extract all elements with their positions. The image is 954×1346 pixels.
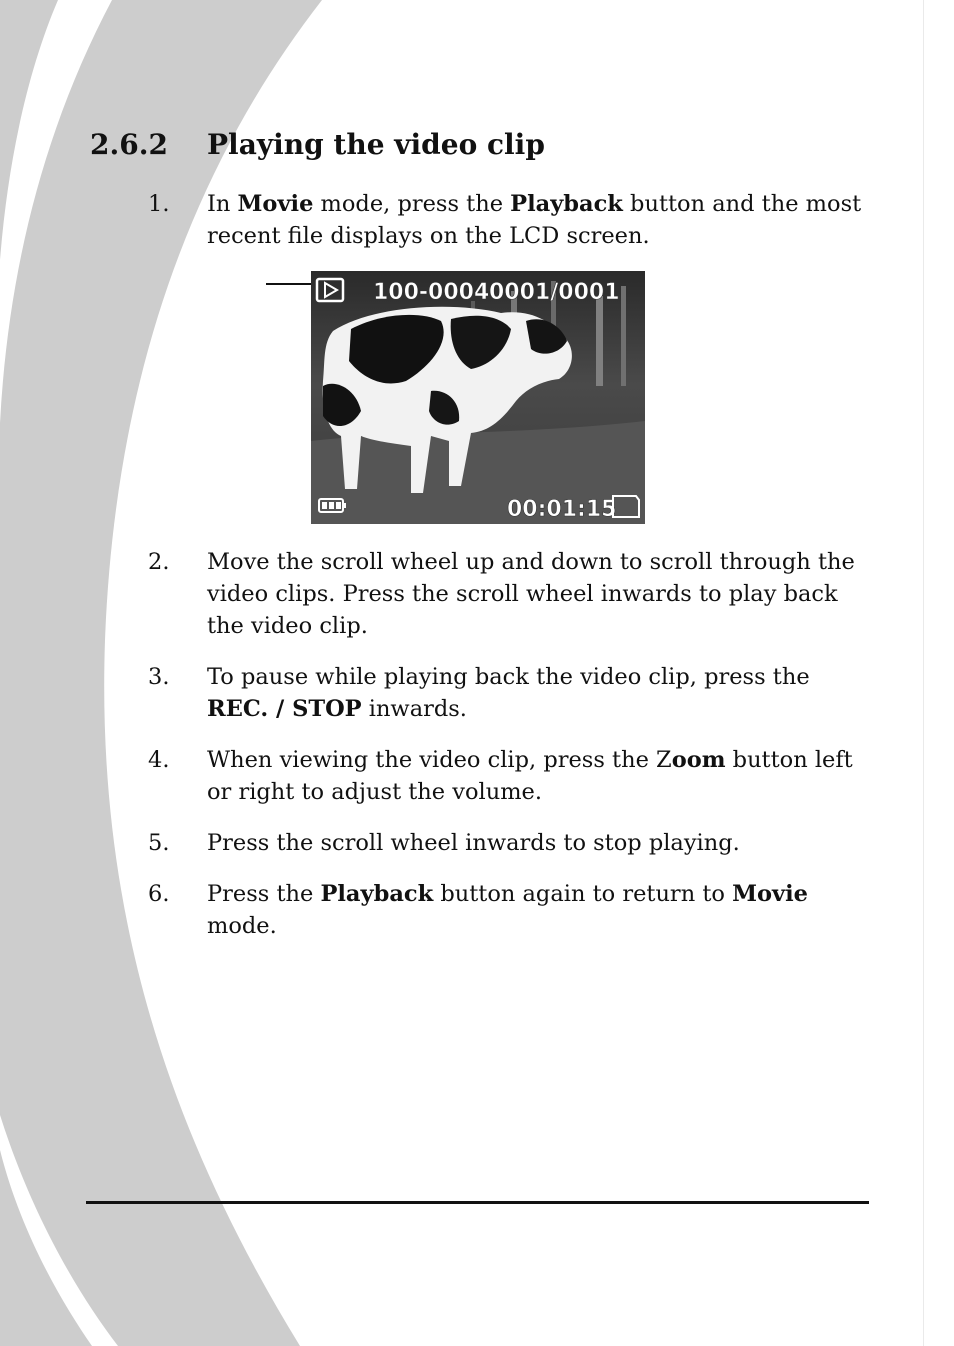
step-text: When viewing the video clip, press the Zoom button left or right to adjust the volume.: [207, 747, 853, 805]
step-text: Move the scroll wheel up and down to scroll through the video clips. Press the scroll wheel inwards to play back the video clip.: [207, 549, 855, 639]
elapsed-time: 00:01:15: [507, 497, 617, 522]
step-text: In Movie mode, press the Playback button and the most recent file displays on the LCD screen.: [207, 191, 862, 249]
step-number: 2.: [148, 549, 170, 575]
step-number: 6.: [148, 881, 170, 907]
lcd-screen-image: [311, 271, 645, 524]
section-number: 2.6.2: [90, 128, 168, 161]
step-number: 4.: [148, 747, 170, 773]
step-number: 3.: [148, 664, 170, 690]
step-text: To pause while playing back the video clip, press the REC. / STOP inwards.: [207, 664, 810, 722]
callout-line: [266, 283, 314, 285]
page-edge: [923, 0, 924, 1346]
step-number: 1.: [148, 191, 170, 217]
step-text: Press the scroll wheel inwards to stop playing.: [207, 830, 740, 856]
file-label: 100-0004: [373, 280, 490, 305]
footer-rule: [86, 1201, 869, 1204]
file-counter: 0001/0001: [489, 280, 620, 305]
step-number: 5.: [148, 830, 170, 856]
section-title: Playing the video clip: [207, 128, 545, 161]
step-text: Press the Playback button again to return to Movie mode.: [207, 881, 808, 939]
